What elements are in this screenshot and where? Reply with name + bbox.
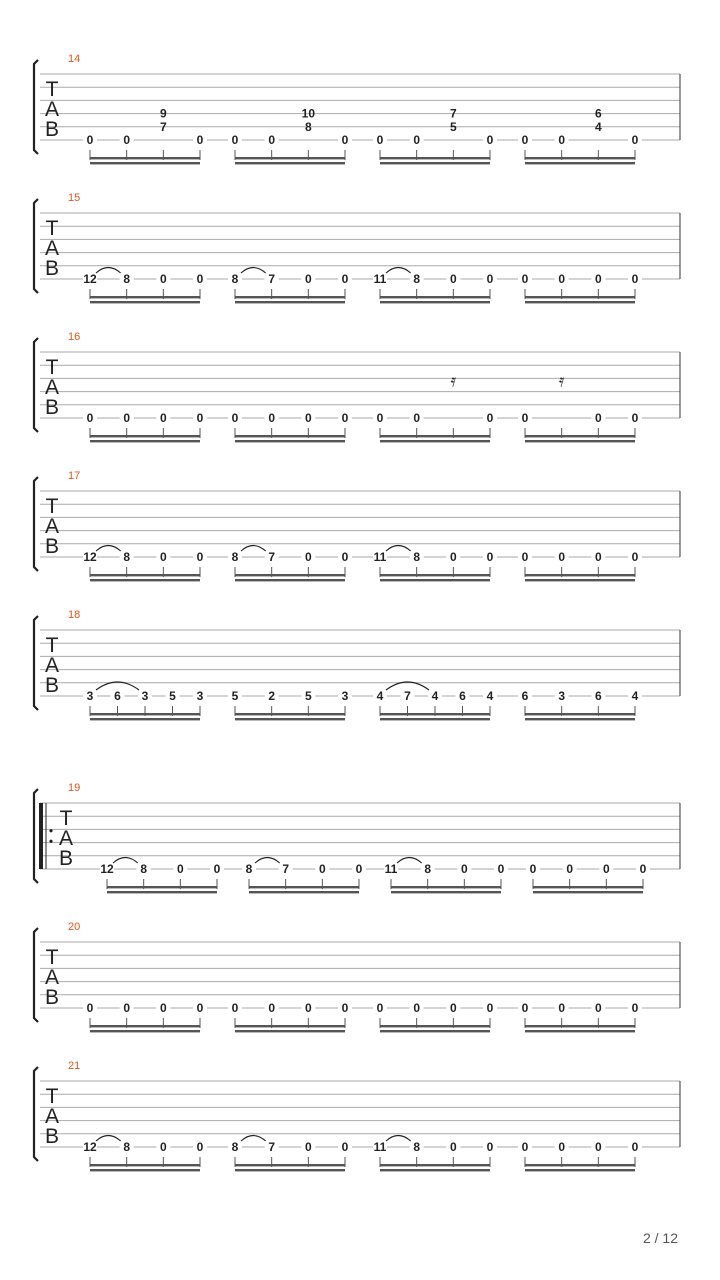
fret-number: 0 [521, 1140, 529, 1154]
fret-number: 0 [196, 133, 204, 147]
fret-number: 8 [123, 1140, 131, 1154]
fret-number: 3 [196, 689, 204, 703]
beam [90, 1025, 200, 1027]
fret-number: 7 [268, 272, 276, 286]
fret-number: 11 [384, 862, 398, 876]
beam [235, 718, 345, 720]
fret-number: 0 [341, 272, 349, 286]
tab-system [34, 609, 680, 720]
slur [397, 858, 422, 864]
beam [235, 435, 345, 437]
fret-number: 11 [373, 272, 387, 286]
beam [380, 718, 490, 720]
tab-clef-letter: T [45, 946, 59, 969]
system-bracket [34, 477, 38, 571]
tab-clef-letter: T [45, 217, 59, 240]
beam [90, 718, 200, 720]
beam [525, 301, 635, 303]
system-bracket [34, 616, 38, 710]
beam [235, 1164, 345, 1166]
fret-number: 0 [159, 1001, 167, 1015]
measure-number: 19 [68, 782, 81, 794]
system-bracket [34, 1067, 38, 1161]
sixteenth-rest-icon: 𝄿 [558, 370, 565, 392]
fret-number: 0 [86, 1001, 94, 1015]
fret-number: 8 [123, 550, 131, 564]
tab-clef-letter: A [44, 515, 60, 538]
slur [96, 268, 121, 274]
repeat-dot [49, 840, 52, 843]
fret-number: 7 [449, 106, 457, 121]
fret-number: 0 [341, 133, 349, 147]
tab-clef-letter: T [45, 78, 59, 101]
fret-number: 6 [521, 689, 529, 703]
fret-number: 0 [341, 1140, 349, 1154]
fret-number: 0 [268, 1001, 276, 1015]
beam [525, 1164, 635, 1166]
tab-system [34, 782, 680, 893]
slur [241, 546, 266, 552]
fret-number: 4 [431, 689, 439, 703]
tab-clef-letter: A [44, 98, 60, 121]
beam [235, 574, 345, 576]
beam [235, 296, 345, 298]
fret-number: 0 [602, 862, 610, 876]
tab-clef-letter: B [44, 535, 60, 558]
fret-number: 6 [114, 689, 121, 703]
fret-number: 0 [566, 862, 574, 876]
fret-number: 7 [404, 689, 411, 703]
fret-number: 4 [631, 689, 639, 703]
fret-number: 0 [159, 550, 167, 564]
tab-clef-letter: T [45, 495, 59, 518]
beam [525, 1025, 635, 1027]
tab-system [34, 192, 680, 303]
tab-system [34, 470, 680, 581]
system-bracket [34, 789, 38, 883]
fret-number: 0 [631, 1001, 639, 1015]
beam [235, 579, 345, 581]
fret-number: 0 [486, 411, 494, 425]
fret-number: 3 [86, 689, 94, 703]
fret-number: 0 [631, 550, 639, 564]
fret-number: 0 [213, 862, 221, 876]
tab-system [34, 921, 680, 1032]
beam [525, 440, 635, 442]
fret-number: 0 [376, 411, 384, 425]
fret-number: 0 [231, 411, 239, 425]
beam [525, 1030, 635, 1032]
fret-number: 0 [449, 272, 457, 286]
fret-number: 5 [169, 689, 176, 703]
fret-number: 0 [594, 272, 602, 286]
fret-number: 12 [100, 862, 114, 876]
beam [525, 296, 635, 298]
fret-number: 0 [159, 411, 167, 425]
fret-number: 2 [268, 689, 276, 703]
beam [525, 1169, 635, 1171]
fret-number: 8 [413, 550, 421, 564]
fret-number: 8 [140, 862, 148, 876]
fret-number: 10 [301, 106, 316, 121]
fret-number: 0 [558, 550, 566, 564]
tab-clef-letter: B [44, 396, 60, 419]
beam [380, 301, 490, 303]
system-bracket [34, 60, 38, 154]
fret-number: 0 [318, 862, 326, 876]
sixteenth-rest-icon: 𝄿 [450, 370, 457, 392]
fret-number: 0 [558, 1001, 566, 1015]
slur [241, 268, 266, 274]
measure-number: 18 [68, 609, 81, 621]
beam [235, 1025, 345, 1027]
fret-number: 0 [341, 411, 349, 425]
measure-number: 14 [68, 53, 81, 65]
beam [90, 440, 200, 442]
beam [525, 435, 635, 437]
tab-clef-letter: A [44, 237, 60, 260]
system-bracket [34, 928, 38, 1022]
beam [90, 713, 200, 715]
fret-number: 6 [594, 689, 602, 703]
beam [525, 574, 635, 576]
beam [235, 1030, 345, 1032]
beam [380, 296, 490, 298]
fret-number: 0 [304, 1001, 312, 1015]
fret-number: 0 [486, 133, 494, 147]
beam [90, 296, 200, 298]
fret-number: 3 [341, 689, 349, 703]
slur [255, 858, 280, 864]
fret-number: 0 [486, 550, 494, 564]
beam [235, 162, 345, 164]
beam [380, 435, 490, 437]
beam [525, 718, 635, 720]
fret-number: 0 [558, 133, 566, 147]
fret-number: 0 [176, 862, 184, 876]
beam [249, 886, 359, 888]
beam [90, 301, 200, 303]
fret-number: 8 [424, 862, 432, 876]
fret-number: 8 [413, 1140, 421, 1154]
fret-number: 8 [231, 550, 239, 564]
fret-number: 0 [631, 1140, 639, 1154]
fret-number: 0 [521, 550, 529, 564]
fret-number: 9 [159, 106, 167, 121]
fret-number: 8 [245, 862, 253, 876]
fret-number: 0 [594, 1140, 602, 1154]
beam [391, 891, 501, 893]
fret-number: 0 [341, 1001, 349, 1015]
fret-number: 0 [558, 1140, 566, 1154]
slur [386, 268, 411, 274]
fret-number: 0 [196, 411, 204, 425]
fret-number: 4 [376, 689, 384, 703]
fret-number: 5 [231, 689, 239, 703]
beam [90, 1164, 200, 1166]
beam [235, 301, 345, 303]
fret-number: 0 [376, 133, 384, 147]
fret-number: 0 [486, 1140, 494, 1154]
fret-number: 0 [449, 1140, 457, 1154]
fret-number: 0 [86, 133, 94, 147]
fret-number: 7 [268, 1140, 276, 1154]
tab-clef-letter: B [44, 257, 60, 280]
beam [235, 1169, 345, 1171]
fret-number: 6 [594, 106, 602, 121]
fret-number: 0 [159, 1140, 167, 1154]
fret-number: 7 [268, 550, 276, 564]
fret-number: 11 [373, 550, 387, 564]
beam [380, 1030, 490, 1032]
fret-number: 0 [86, 411, 94, 425]
fret-number: 0 [486, 272, 494, 286]
beam [525, 713, 635, 715]
fret-number: 0 [123, 1001, 131, 1015]
repeat-thick-bar [39, 803, 43, 869]
repeat-dot [49, 829, 52, 832]
fret-number: 8 [123, 272, 131, 286]
slur [386, 546, 411, 552]
fret-number: 0 [304, 272, 312, 286]
beam [90, 1030, 200, 1032]
fret-number: 0 [521, 1001, 529, 1015]
fret-number: 0 [376, 1001, 384, 1015]
fret-number: 0 [304, 1140, 312, 1154]
fret-number: 0 [268, 411, 276, 425]
beam [107, 891, 217, 893]
tab-clef-letter: B [44, 674, 60, 697]
beam [235, 157, 345, 159]
beam [380, 1164, 490, 1166]
beam [235, 713, 345, 715]
fret-number: 0 [529, 862, 537, 876]
fret-number: 0 [486, 1001, 494, 1015]
measure-number: 15 [68, 192, 81, 204]
fret-number: 4 [486, 689, 494, 703]
fret-number: 0 [594, 550, 602, 564]
beam [380, 574, 490, 576]
measure-number: 17 [68, 470, 81, 482]
slur [386, 1136, 411, 1142]
measure-number: 16 [68, 331, 81, 343]
beam [525, 162, 635, 164]
fret-number: 3 [558, 689, 566, 703]
fret-number: 0 [460, 862, 468, 876]
beam [90, 157, 200, 159]
fret-number: 0 [497, 862, 505, 876]
beam [380, 162, 490, 164]
fret-number: 0 [341, 550, 349, 564]
tab-clef-letter: A [44, 1105, 60, 1128]
beam [90, 574, 200, 576]
fret-number: 0 [413, 411, 421, 425]
fret-number: 0 [196, 1001, 204, 1015]
tab-clef-letter: A [44, 376, 60, 399]
fret-number: 6 [459, 689, 466, 703]
beam [391, 886, 501, 888]
fret-number: 4 [594, 119, 602, 134]
fret-number: 5 [449, 119, 457, 134]
fret-number: 0 [521, 133, 529, 147]
fret-number: 0 [594, 1001, 602, 1015]
fret-number: 7 [159, 119, 167, 134]
beam [533, 891, 643, 893]
system-bracket [34, 338, 38, 432]
tab-clef-letter: B [58, 847, 74, 870]
tab-clef-letter: A [58, 827, 74, 850]
beam [90, 162, 200, 164]
fret-number: 0 [639, 862, 647, 876]
system-bracket [34, 199, 38, 293]
fret-number: 0 [159, 272, 167, 286]
tab-clef-letter: T [45, 1085, 59, 1108]
measure-number: 21 [68, 1060, 81, 1072]
fret-number: 3 [141, 689, 149, 703]
tab-clef-letter: T [45, 356, 59, 379]
fret-number: 0 [268, 133, 276, 147]
fret-number: 0 [196, 272, 204, 286]
fret-number: 0 [631, 411, 639, 425]
beam [533, 886, 643, 888]
fret-number: 0 [594, 411, 602, 425]
beam [107, 886, 217, 888]
tab-clef-letter: B [44, 118, 60, 141]
fret-number: 0 [521, 272, 529, 286]
tab-clef-letter: B [44, 986, 60, 1009]
beam [249, 891, 359, 893]
fret-number: 0 [413, 133, 421, 147]
beam [235, 440, 345, 442]
fret-number: 0 [355, 862, 363, 876]
slur [96, 1136, 121, 1142]
beam [525, 157, 635, 159]
fret-number: 7 [282, 862, 290, 876]
fret-number: 0 [413, 1001, 421, 1015]
tab-clef-letter: B [44, 1125, 60, 1148]
fret-number: 0 [196, 550, 204, 564]
fret-number: 0 [521, 411, 529, 425]
fret-number: 0 [304, 550, 312, 564]
fret-number: 0 [123, 411, 131, 425]
tab-clef-letter: A [44, 966, 60, 989]
tab-system [34, 1060, 680, 1171]
page-number: 2 / 12 [642, 1230, 678, 1246]
fret-number: 8 [413, 272, 421, 286]
beam [380, 440, 490, 442]
beam [380, 579, 490, 581]
fret-number: 0 [449, 550, 457, 564]
fret-number: 0 [631, 133, 639, 147]
fret-number: 5 [304, 689, 312, 703]
slur [113, 858, 138, 864]
tab-system [34, 331, 680, 442]
fret-number: 0 [449, 1001, 457, 1015]
fret-number: 12 [83, 272, 97, 286]
beam [380, 1025, 490, 1027]
fret-number: 0 [304, 411, 312, 425]
fret-number: 8 [304, 119, 312, 134]
beam [380, 157, 490, 159]
beam [90, 435, 200, 437]
beam [380, 713, 490, 715]
measure-number: 20 [68, 921, 81, 933]
beam [90, 579, 200, 581]
beam [525, 579, 635, 581]
fret-number: 8 [231, 272, 239, 286]
tab-clef-letter: T [45, 634, 59, 657]
tab-clef-letter: A [44, 654, 60, 677]
slur [241, 1136, 266, 1142]
beam [380, 1169, 490, 1171]
fret-number: 0 [231, 133, 239, 147]
fret-number: 12 [83, 1140, 97, 1154]
fret-number: 0 [558, 272, 566, 286]
fret-number: 0 [231, 1001, 239, 1015]
tab-clef-letter: T [59, 807, 73, 830]
fret-number: 8 [231, 1140, 239, 1154]
fret-number: 0 [196, 1140, 204, 1154]
fret-number: 11 [373, 1140, 387, 1154]
fret-number: 12 [83, 550, 97, 564]
fret-number: 0 [123, 133, 131, 147]
fret-number: 0 [631, 272, 639, 286]
beam [90, 1169, 200, 1171]
tab-system [34, 53, 680, 164]
slur [96, 546, 121, 552]
